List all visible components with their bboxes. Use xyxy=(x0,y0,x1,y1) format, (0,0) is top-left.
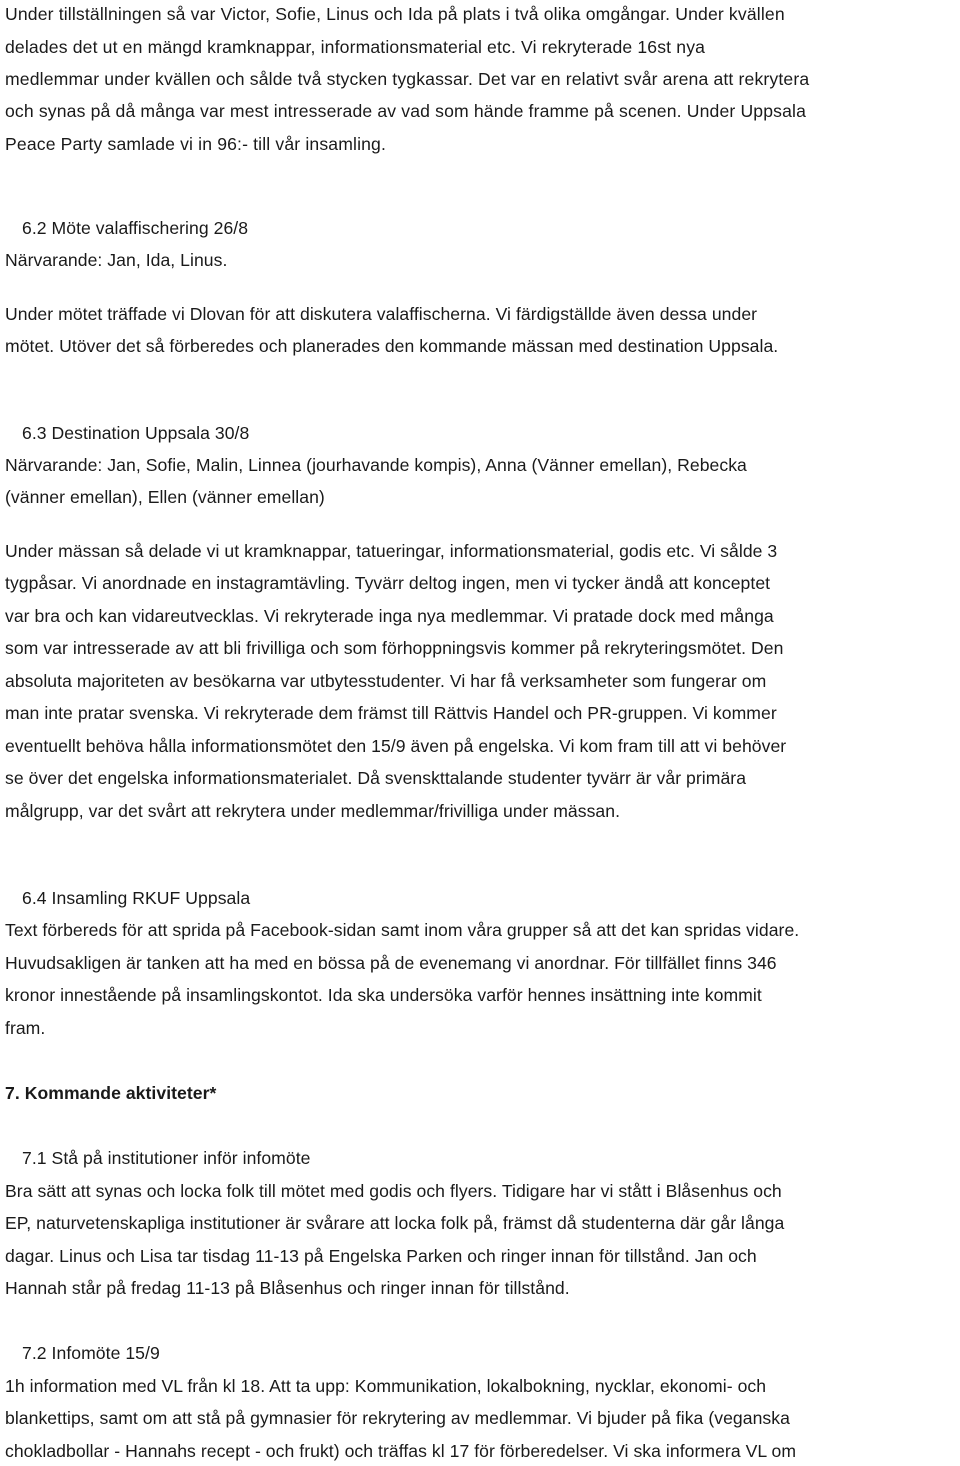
text-line: var bra och kan vidareutvecklas. Vi rekryterade inga nya medlemmar. Vi pratade dock med många xyxy=(5,606,774,626)
text-line: Hannah står på fredag 11-13 på Blåsenhus och ringer innan för tillstånd. xyxy=(5,1278,570,1298)
text-line: 1h information med VL från kl 18. Att ta upp: Kommunikation, lokalbokning, nycklar, ekonomi- och xyxy=(5,1376,767,1396)
text-line: Under mötet träffade vi Dlovan för att diskutera valaffischerna. Vi färdigställde även dessa under xyxy=(5,304,758,324)
text-line: Bra sätt att synas och locka folk till mötet med godis och flyers. Tidigare har vi stått i Blåsenhus och xyxy=(5,1181,782,1201)
text-line: som var intresserade av att bli frivilliga och som förhoppningsvis kommer på rekryteringsmötet. Den xyxy=(5,638,784,658)
text-line: medlemmar under kvällen och sålde två stycken tygkassar. Det var en relativt svår arena att rekrytera xyxy=(5,69,810,89)
attendees-line: Närvarande: Jan, Ida, Linus. xyxy=(5,250,228,270)
text-line: eventuellt behöva hålla informationsmötet den 15/9 även på engelska. Vi kom fram till att vi behöver xyxy=(5,736,787,756)
text-line: målgrupp, var det svårt att rekrytera under medlemmar/frivilliga under mässan. xyxy=(5,801,621,821)
text-line: fram. xyxy=(5,1018,46,1038)
attendees-line: Närvarande: Jan, Sofie, Malin, Linnea (jourhavande kompis), Anna (Vänner emellan), Rebecka xyxy=(5,455,747,475)
text-line: blankettips, samt om att stå på gymnasier för rekrytering av medlemmar. Vi bjuder på fika (veganska xyxy=(5,1408,790,1428)
text-line: Under mässan så delade vi ut kramknappar, tatueringar, informationsmaterial, godis etc. Vi sålde 3 xyxy=(5,541,778,561)
text-line: dagar. Linus och Lisa tar tisdag 11-13 på Engelska Parken och ringer innan för tillstånd. Jan och xyxy=(5,1246,757,1266)
section-heading: 6.2 Möte valaffischering 26/8 xyxy=(22,218,249,238)
text-line: se över det engelska informationsmaterialet. Då svenskttalande studenter tyvärr är vår primära xyxy=(5,768,747,788)
section-heading: 6.4 Insamling RKUF Uppsala xyxy=(22,888,251,908)
section-heading: 6.3 Destination Uppsala 30/8 xyxy=(22,423,250,443)
text-line: Huvudsakligen är tanken att ha med en bössa på de evenemang vi anordnar. För tillfället finns 346 xyxy=(5,953,777,973)
text-line: absoluta majoriteten av besökarna var utbytesstudenter. Vi har få verksamheter som fungerar om xyxy=(5,671,767,691)
text-line: man inte pratar svenska. Vi rekryterade dem främst till Rättvis Handel och PR-gruppen. Vi kommer xyxy=(5,703,777,723)
text-line: mötet. Utöver det så förberedes och planerades den kommande mässan med destination Uppsala. xyxy=(5,336,779,356)
text-line: och synas på då många var mest intresserade av vad som hände framme på scenen. Under Uppsala xyxy=(5,101,807,121)
text-line: Text förbereds för att sprida på Facebook-sidan samt inom våra grupper så att det kan spridas vidare. xyxy=(5,920,800,940)
text-line: kronor innestående på insamlingskontot. Ida ska undersöka varför hennes insättning inte kommit xyxy=(5,985,762,1005)
text-line: Under tillställningen så var Victor, Sofie, Linus och Ida på plats i två olika omgångar. Under kvällen xyxy=(5,4,785,24)
text-line: Peace Party samlade vi in 96:- till vår insamling. xyxy=(5,134,387,154)
text-line: delades det ut en mängd kramknappar, informationsmaterial etc. Vi rekryterade 16st nya xyxy=(5,37,706,57)
text-line: EP, naturvetenskapliga institutioner är svårare att locka folk på, främst då studenterna där går långa xyxy=(5,1213,785,1233)
text-line: tygpåsar. Vi anordnade en instagramtävling. Tyvärr deltog ingen, men vi tycker ändå att konceptet xyxy=(5,573,771,593)
section-heading: 7.2 Infomöte 15/9 xyxy=(22,1343,160,1363)
attendees-line: (vänner emellan), Ellen (vänner emellan) xyxy=(5,487,325,507)
text-line: chokladbollar - Hannahs recept - och frukt) och träffas kl 17 för förberedelser. Vi ska informera VL om xyxy=(5,1441,797,1461)
section-heading-main: 7. Kommande aktiviteter* xyxy=(5,1083,217,1103)
section-heading: 7.1 Stå på institutioner inför infomöte xyxy=(22,1148,311,1168)
